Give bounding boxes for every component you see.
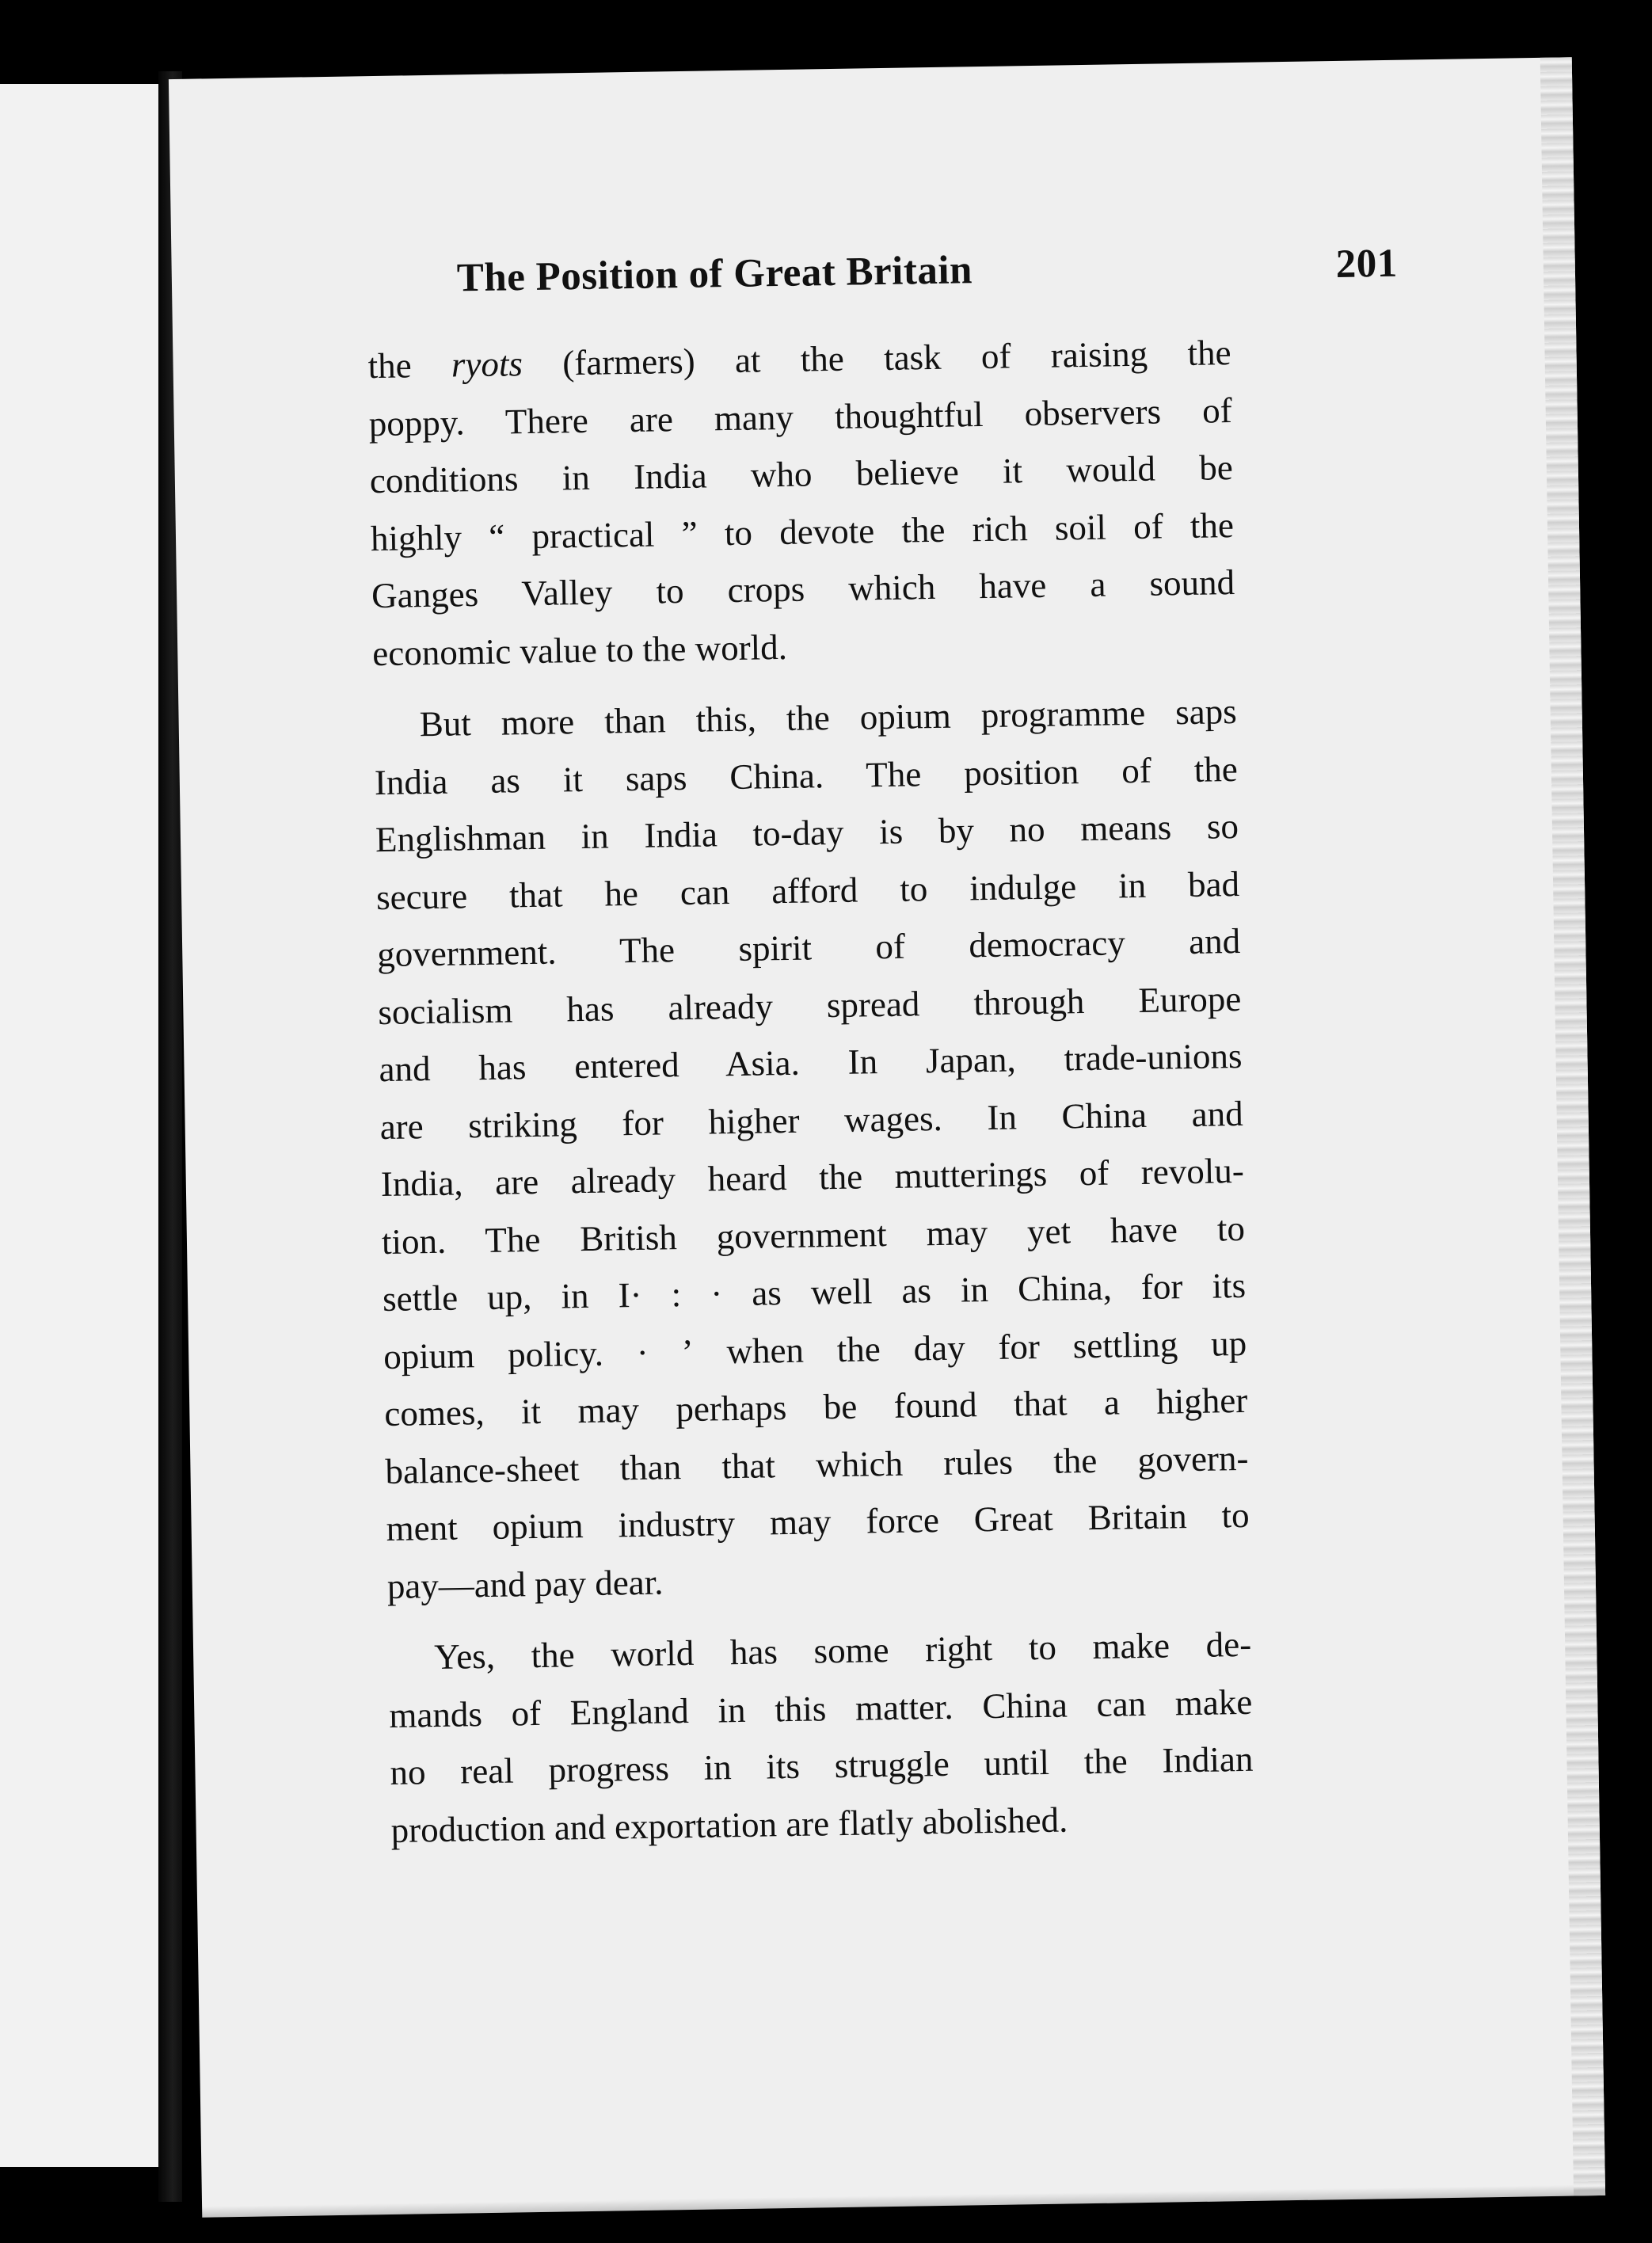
- text-line: balance-sheet than that which rules the govern-: [385, 1438, 1249, 1491]
- previous-page-edge: [0, 84, 158, 2167]
- text-line: tion. The British government may yet have to: [381, 1208, 1246, 1262]
- book-page: [169, 57, 1605, 2218]
- text-line: no real progress in its struggle until the Indian: [390, 1738, 1254, 1792]
- text-line: opium policy. · ʼ when the day for settling up: [383, 1323, 1247, 1377]
- text-line: India as it saps China. The position of the: [374, 748, 1239, 802]
- text-line: highly “ practical ” to devote the rich soil of the: [370, 505, 1235, 558]
- text-line: conditions in India who believe it would be: [369, 447, 1234, 501]
- text-line: ment opium industry may force Great Britain to: [386, 1495, 1250, 1548]
- text-line: poppy. There are many thoughtful observers of: [368, 390, 1233, 444]
- text-line: government. The spirit of democracy and: [376, 920, 1241, 975]
- text-line: socialism has already spread through Europe: [378, 978, 1242, 1032]
- page-fore-edge: [1540, 57, 1605, 2195]
- text-line: are striking for higher wages. In China and: [379, 1093, 1243, 1147]
- body-text: [367, 324, 1255, 1906]
- text-line: secure that he can afford to indulge in bad: [375, 863, 1240, 917]
- paragraph: [367, 324, 1236, 682]
- text-line: and has entered Asia. In Japan, trade-unions: [379, 1035, 1243, 1090]
- page-bottom-shadow: [202, 2184, 1605, 2218]
- text-line: But more than this, the opium programme saps: [419, 691, 1237, 744]
- text-line: Yes, the world has some right to make de-: [433, 1624, 1252, 1677]
- text-span: the: [367, 345, 452, 387]
- text-line: Englishman in India to-day is by no means so: [375, 805, 1239, 860]
- running-head: [456, 241, 1398, 327]
- text-line: Ganges Valley to crops which have a sound: [371, 562, 1235, 616]
- text-line: production and exportation are flatly abolished.: [390, 1799, 1068, 1850]
- text-line: mands of England in this matter. China can make: [388, 1681, 1253, 1735]
- page-number: 201: [1335, 241, 1399, 287]
- text-span: (farmers) at the task of raising the: [522, 333, 1231, 384]
- italic-term: ryots: [451, 344, 523, 385]
- text-line: India, are already heard the mutterings of revolu-: [380, 1150, 1245, 1205]
- running-title: The Position of Great Britain: [456, 248, 973, 301]
- paragraph: [388, 1616, 1254, 1859]
- paragraph: [373, 683, 1250, 1615]
- text-line: settle up, in I· : · as well as in China, for its: [382, 1265, 1247, 1320]
- text-line: economic value to the world.: [371, 626, 788, 673]
- text-line: comes, it may perhaps be found that a higher: [384, 1380, 1248, 1434]
- text-line: pay—and pay dear.: [386, 1562, 664, 1606]
